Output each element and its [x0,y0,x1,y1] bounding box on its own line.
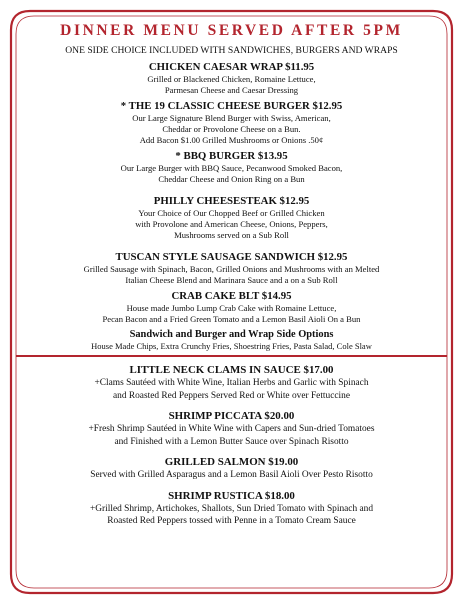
entree-item [22,455,441,482]
section-divider [16,355,447,357]
menu-subtitle: ONE SIDE CHOICE INCLUDED WITH SANDWICHES, BURGERS AND WRAPS [65,45,398,56]
menu-item [22,195,441,241]
item-name: * THE 19 CLASSIC CHEESE BURGER $12.95 [120,100,343,112]
item-description: House made Jumbo Lump Crab Cake with Romaine Lettuce, Pecan Bacon and a Fried Green Tomato and a Lemon Basil Aioli On a Bun [102,303,361,324]
entree-description: +Clams Sautéed with White Wine, Italian Herbs and Garlic with Spinach and Roasted Red Peppers Served Red or White over Fettuccine [94,378,369,401]
entree-item [22,489,441,528]
item-name: CHICKEN CAESAR WRAP $11.95 [148,61,315,73]
item-description: Our Large Burger with BBQ Sauce, Pecanwood Smoked Bacon, Cheddar Cheese and Onion Ring on a Bun [120,163,343,184]
entree-name: SHRIMP PICCATA $20.00 [168,410,295,422]
side-options-list: House Made Chips, Extra Crunchy Fries, Shoestring Fries, Pasta Salad, Cole Slaw [91,341,372,351]
side-options [22,328,441,352]
entree-description: +Fresh Shrimp Sautéed in White Wine with Capers and Sun-dried Tomatoes and Finished with a Lemon Butter Sauce over Spinach Risotto [88,424,375,447]
item-description: Grilled Sausage with Spinach, Bacon, Grilled Onions and Mushrooms with an Melted Italian Cheese Blend and Marinara Sauce and a on a Sub Roll [83,264,380,285]
entree-name: SHRIMP RUSTICA $18.00 [168,489,295,502]
entree-name: LITTLE NECK CLAMS IN SAUCE $17.00 [129,364,334,376]
menu-item [22,150,441,185]
entree-description: +Grilled Shrimp, Artichokes, Shallots, Sun Dried Tomato with Spinach and Roasted Red Peppers tossed with Penne in a Tomato Cream Sauce [89,503,374,526]
entree-item [22,409,441,448]
entree-description: Served with Grilled Asparagus and a Lemon Basil Aioli Over Pesto Risotto [90,470,373,480]
entree-item [22,363,441,402]
menu-item [22,61,441,96]
entree-name: GRILLED SALMON $19.00 [164,456,299,468]
side-options-heading: Sandwich and Burger and Wrap Side Options [129,329,334,340]
item-description: Our Large Signature Blend Burger with Swiss, American, Cheddar or Provolone Cheese on a Bun. Add Bacon $1.00 Grilled Mushrooms or Onions .50¢ [132,113,331,145]
menu-title: DINNER MENU SERVED AFTER 5PM [60,22,403,39]
item-name: PHILLY CHEESESTEAK $12.95 [153,195,310,207]
item-name: TUSCAN STYLE SAUSAGE SANDWICH $12.95 [115,251,348,263]
item-name: CRAB CAKE BLT $14.95 [171,290,292,302]
item-description: Grilled or Blackened Chicken, Romaine Lettuce, Parmesan Cheese and Caesar Dressing [147,74,316,95]
menu-item [22,100,441,146]
menu-content [22,22,441,528]
item-description: Your Choice of Our Chopped Beef or Grilled Chicken with Provolone and American Cheese, Onions, Peppers, Mushrooms served on a Sub Roll [135,208,328,240]
menu-item [22,290,441,325]
menu-item [22,251,441,286]
item-name: * BBQ BURGER $13.95 [175,150,288,162]
